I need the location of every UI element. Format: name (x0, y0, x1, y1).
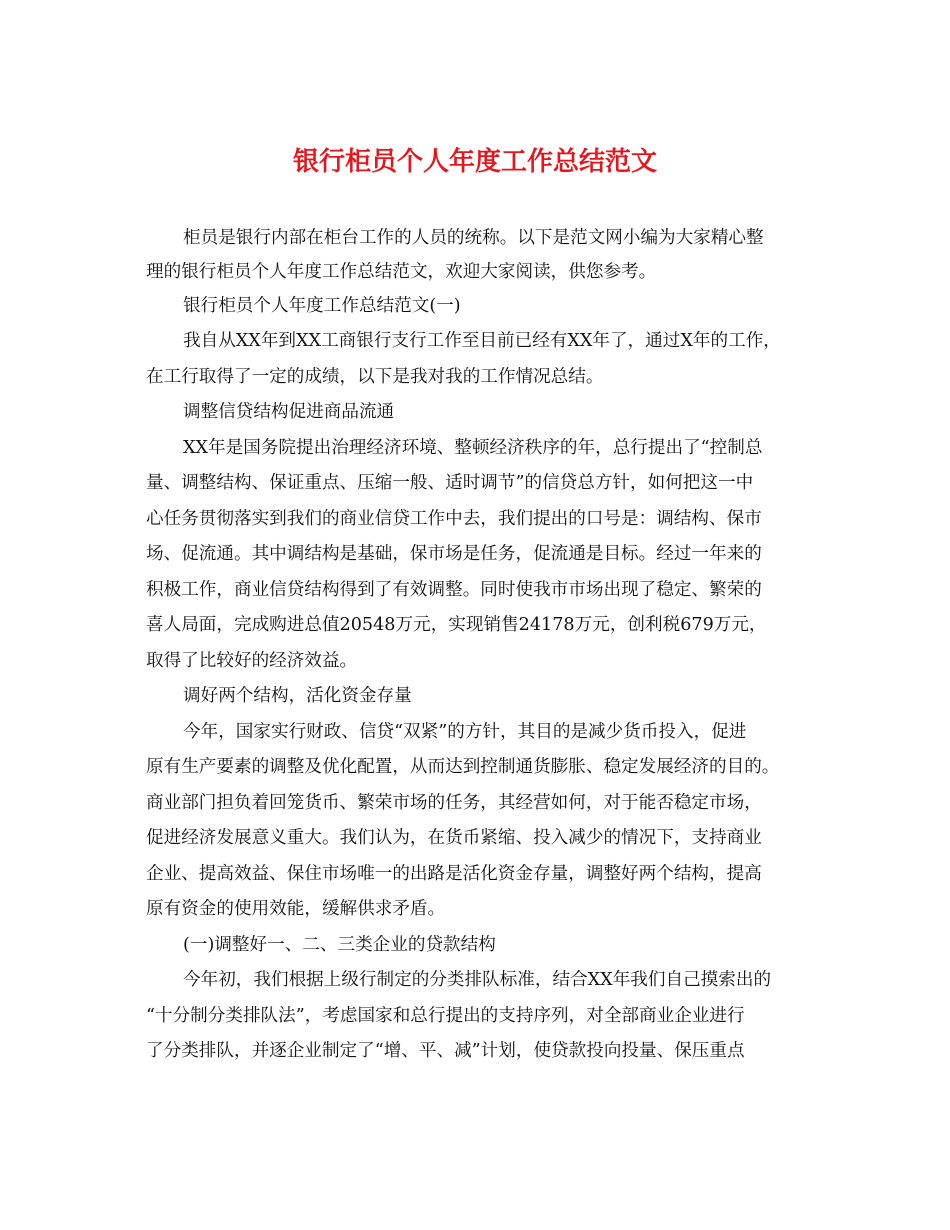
section-heading: 银行柜员个人年度工作总结范文(一) (183, 296, 461, 316)
section-heading: (一)调整好一、二、三类企业的贷款结构 (183, 935, 496, 955)
paragraph-line: 在工行取得了一定的成绩，以下是我对我的工作情况总结。 (146, 367, 604, 387)
document-title: 银行柜员个人年度工作总结范文 (292, 147, 657, 177)
paragraph-line: 喜人局面，完成购进总值20548万元，实现销售24178万元，创利税679万元， (146, 615, 767, 635)
paragraph-line: 我自从XX年到XX工商银行支行工作至目前已经有XX年了，通过X年的工作， (183, 331, 781, 351)
paragraph-line: 取得了比较好的经济效益。 (146, 651, 358, 671)
paragraph-line: 促进经济发展意义重大。我们认为，在货币紧缩、投入减少的情况下，支持商业 (146, 828, 762, 848)
paragraph-line: 今年初，我们根据上级行制定的分类排队标准，结合XX年我们自己摸索出的 (183, 970, 772, 990)
section-heading: 调整信贷结构促进商品流通 (183, 402, 395, 422)
section-heading: 调好两个结构，活化资金存量 (183, 686, 412, 706)
paragraph-line: 今年，国家实行财政、信贷“双紧”的方针，其目的是减少货币投入，促进 (183, 722, 747, 742)
paragraph-line: 原有资金的使用效能，缓解供求矛盾。 (146, 899, 446, 919)
paragraph-line: 了分类排队，并逐企业制定了“增、平、减”计划，使贷款投向投量、保压重点 (146, 1041, 745, 1061)
paragraph-line: XX年是国务院提出治理经济环境、整顿经济秩序的年，总行提出了“控制总 (183, 438, 763, 458)
paragraph-line: “十分制分类排队法”，考虑国家和总行提出的支持序列，对全部商业企业进行 (146, 1006, 745, 1026)
paragraph-line: 原有生产要素的调整及优化配置，从而达到控制通货膨胀、稳定发展经济的目的。 (146, 757, 780, 777)
paragraph-line: 量、调整结构、保证重点、压缩一般、适时调节”的信贷总方针，如何把这一中 (146, 473, 754, 493)
paragraph-line: 柜员是银行内部在柜台工作的人员的统称。以下是范文网小编为大家精心整 (183, 228, 764, 248)
paragraph-line: 场、促流通。其中调结构是基础，保市场是任务，促流通是目标。经过一年来的 (146, 544, 762, 564)
paragraph-line: 积极工作，商业信贷结构得到了有效调整。同时使我市市场出现了稳定、繁荣的 (146, 580, 762, 600)
paragraph-line: 心任务贯彻落实到我们的商业信贷工作中去，我们提出的口号是：调结构、保市 (146, 509, 762, 529)
paragraph-line: 企业、提高效益、保住市场唯一的出路是活化资金存量，调整好两个结构，提高 (146, 864, 762, 884)
paragraph-line: 理的银行柜员个人年度工作总结范文，欢迎大家阅读，供您参考。 (146, 262, 657, 282)
paragraph-line: 商业部门担负着回笼货币、繁荣市场的任务，其经营如何，对于能否稳定市场， (146, 793, 762, 813)
